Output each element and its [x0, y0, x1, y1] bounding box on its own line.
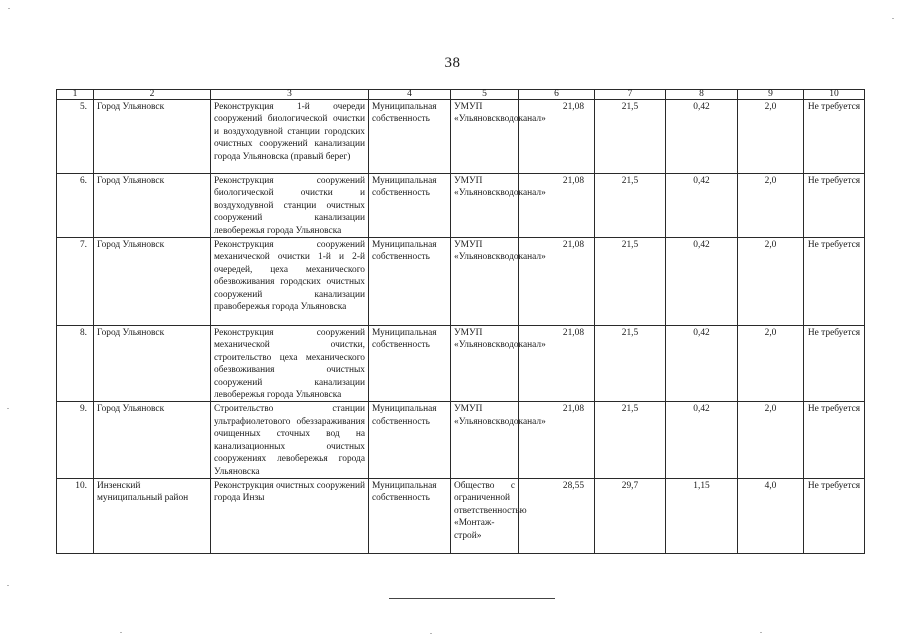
ownership-cell: Муниципальная собственность [369, 478, 451, 553]
row-number-cell: 5. [57, 100, 94, 174]
territory-cell: Город Ульяновск [94, 238, 211, 326]
value-cell-7: 21,5 [595, 402, 666, 478]
table-row [57, 402, 865, 478]
project-cell: Строительство станции ультрафиолетового обеззараживания очищенных сточных вод на канализационных очистных сооружениях левобережья города Ульяновска [211, 402, 369, 478]
page-number: 38 [444, 55, 461, 71]
value-cell-9: 2,0 [738, 100, 804, 174]
operator-cell: УМУП «Ульяновскводоканал» [451, 326, 519, 402]
column-number: 2 [94, 90, 211, 100]
value-cell-6: 28,55 [519, 478, 595, 553]
value-cell-9: 4,0 [738, 478, 804, 553]
column-number: 3 [211, 90, 369, 100]
territory-cell: Инзенский муниципальный район [94, 478, 211, 553]
requirement-cell: Не требуется [804, 402, 865, 478]
scan-speck [892, 18, 894, 19]
scan-speck [760, 632, 762, 633]
value-cell-9: 2,0 [738, 174, 804, 238]
value-cell-9: 2,0 [738, 326, 804, 402]
operator-cell: Общество с ограниченной ответственностью «Монтаж-строй» [451, 478, 519, 553]
project-cell: Реконструкция сооружений биологической очистки и воздуходувной станции очистных сооружений канализации левобережья города Ульяновска [211, 174, 369, 238]
ownership-cell: Муниципальная собственность [369, 174, 451, 238]
value-cell-7: 21,5 [595, 238, 666, 326]
ownership-cell: Муниципальная собственность [369, 402, 451, 478]
requirement-cell: Не требуется [804, 238, 865, 326]
column-number: 8 [666, 90, 738, 100]
footer-rule [389, 598, 555, 599]
requirement-cell: Не требуется [804, 174, 865, 238]
project-cell: Реконструкция сооружений механической очистки 1-й и 2-й очередей, цеха механического обезвоживания городских очистных сооружений канализации правобережья города Ульяновска [211, 238, 369, 326]
territory-cell: Город Ульяновск [94, 326, 211, 402]
operator-cell: УМУП «Ульяновскводоканал» [451, 238, 519, 326]
value-cell-8: 0,42 [666, 238, 738, 326]
value-cell-6: 21,08 [519, 100, 595, 174]
value-cell-6: 21,08 [519, 402, 595, 478]
register-table [56, 89, 865, 554]
value-cell-7: 21,5 [595, 174, 666, 238]
value-cell-8: 0,42 [666, 402, 738, 478]
value-cell-8: 0,42 [666, 100, 738, 174]
value-cell-6: 21,08 [519, 238, 595, 326]
scan-speck [8, 8, 10, 9]
column-number: 6 [519, 90, 595, 100]
value-cell-8: 0,42 [666, 326, 738, 402]
scan-speck [7, 585, 9, 586]
row-number-cell: 10. [57, 478, 94, 553]
operator-cell: УМУП «Ульяновскводоканал» [451, 174, 519, 238]
territory-cell: Город Ульяновск [94, 174, 211, 238]
column-number: 4 [369, 90, 451, 100]
row-number-cell: 6. [57, 174, 94, 238]
operator-cell: УМУП «Ульяновскводоканал» [451, 100, 519, 174]
row-number-cell: 7. [57, 238, 94, 326]
column-number-row [57, 90, 865, 100]
requirement-cell: Не требуется [804, 478, 865, 553]
column-number: 9 [738, 90, 804, 100]
ownership-cell: Муниципальная собственность [369, 238, 451, 326]
table-row [57, 238, 865, 326]
value-cell-8: 1,15 [666, 478, 738, 553]
value-cell-7: 21,5 [595, 100, 666, 174]
column-number: 5 [451, 90, 519, 100]
ownership-cell: Муниципальная собственность [369, 326, 451, 402]
value-cell-7: 29,7 [595, 478, 666, 553]
table-row [57, 478, 865, 553]
row-number-cell: 8. [57, 326, 94, 402]
scan-speck [7, 408, 9, 409]
column-number: 7 [595, 90, 666, 100]
scan-speck [120, 632, 122, 633]
row-number-cell: 9. [57, 402, 94, 478]
value-cell-6: 21,08 [519, 174, 595, 238]
requirement-cell: Не требуется [804, 100, 865, 174]
operator-cell: УМУП «Ульяновскводоканал» [451, 402, 519, 478]
table-row [57, 100, 865, 174]
scan-speck [430, 633, 432, 634]
requirement-cell: Не требуется [804, 326, 865, 402]
project-cell: Реконструкция 1-й очереди сооружений биологической очистки и воздуходувной станции городских очистных сооружений канализации города Ульяновска (правый берег) [211, 100, 369, 174]
ownership-cell: Муниципальная собственность [369, 100, 451, 174]
territory-cell: Город Ульяновск [94, 100, 211, 174]
territory-cell: Город Ульяновск [94, 402, 211, 478]
table-row [57, 326, 865, 402]
value-cell-7: 21,5 [595, 326, 666, 402]
table-row [57, 174, 865, 238]
project-cell: Реконструкция очистных сооружений города Инзы [211, 478, 369, 553]
column-number: 10 [804, 90, 865, 100]
value-cell-9: 2,0 [738, 238, 804, 326]
value-cell-6: 21,08 [519, 326, 595, 402]
project-cell: Реконструкция сооружений механической очистки, строительство цеха механического обезвоживания очистных сооружений канализации левобережья города Ульяновска [211, 326, 369, 402]
column-number: 1 [57, 90, 94, 100]
value-cell-8: 0,42 [666, 174, 738, 238]
value-cell-9: 2,0 [738, 402, 804, 478]
